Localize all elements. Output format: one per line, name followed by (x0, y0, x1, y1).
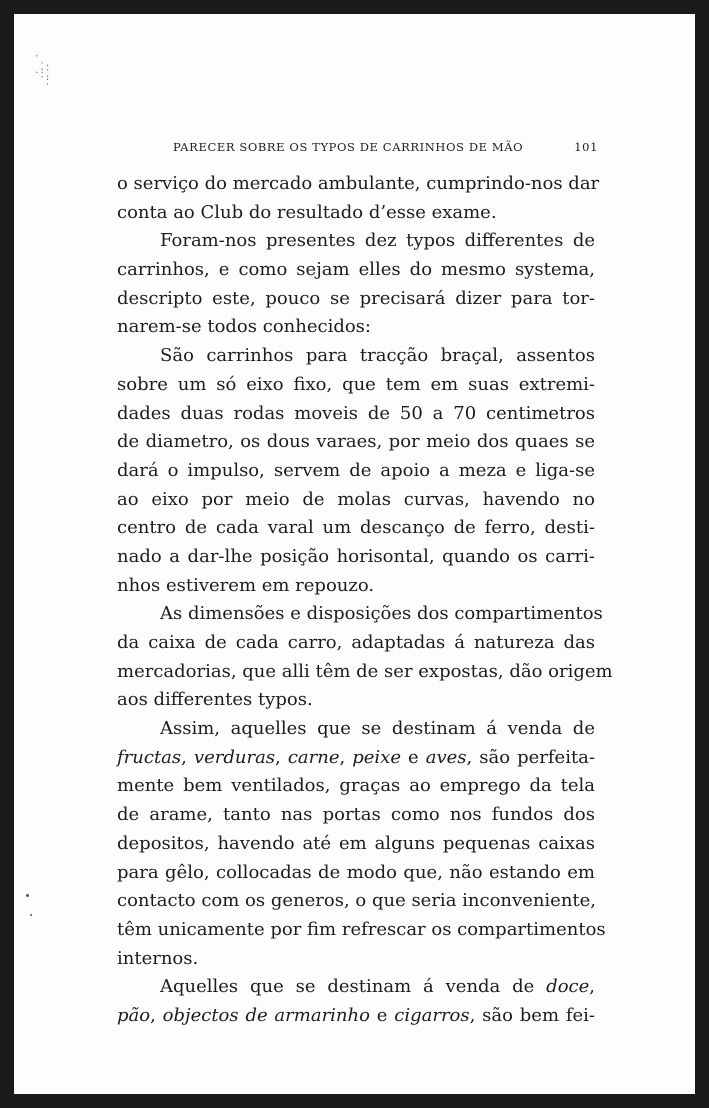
text-line (117, 945, 595, 974)
text-line (117, 572, 595, 601)
text-segment: e (401, 746, 426, 768)
text-line (117, 973, 595, 1002)
text-line (117, 313, 595, 342)
text-line (117, 285, 595, 314)
italic-text: cigarros (394, 1004, 470, 1026)
text-line (117, 887, 595, 916)
scan-speck (26, 894, 29, 897)
body-text (117, 170, 613, 1031)
text-segment: contacto com os generos, o que seria inconveniente, (117, 890, 597, 912)
text-segment: mente bem ventilados, graças ao emprego da tela (117, 775, 595, 797)
text-segment: nhos estiverem em repouzo. (117, 574, 375, 596)
running-header (158, 140, 598, 160)
page-number: 101 (574, 140, 598, 154)
italic-text: peixe (352, 746, 401, 768)
text-segment: , (275, 746, 288, 768)
text-segment: centro de cada varal um descanço de ferro, desti- (117, 517, 595, 539)
text-segment: aos differentes typos. (117, 689, 313, 711)
text-line (117, 457, 595, 486)
text-segment: , (150, 1004, 163, 1026)
text-segment: mercadorias, que alli têm de ser expostas, dão origem (117, 660, 613, 682)
text-segment: têm unicamente por fim refrescar os compartimentos (117, 918, 606, 940)
text-segment: o serviço do mercado ambulante, cumprindo-nos dar (117, 173, 600, 194)
text-line (117, 686, 595, 715)
text-line (117, 801, 595, 830)
text-line (117, 715, 595, 744)
text-segment: para gêlo, collocadas de modo que, não estando em (117, 861, 595, 883)
italic-text: verduras (193, 746, 276, 768)
text-line (117, 342, 595, 371)
italic-text: fructas (117, 746, 182, 768)
text-line (117, 658, 613, 687)
text-segment: ao eixo por meio de molas curvas, havendo no (117, 488, 595, 510)
text-line (117, 371, 595, 400)
text-segment: descripto este, pouco se precisará dizer para tor- (117, 287, 595, 309)
text-segment: , (339, 746, 353, 768)
text-segment: nado a dar-lhe posição horisontal, quando os carri- (117, 545, 595, 567)
text-segment: , são bem fei- (469, 1004, 595, 1026)
text-segment: Assim, aquelles que se destinam á venda de (160, 718, 595, 740)
text-segment: Aquelles que se destinam á venda de (160, 976, 547, 998)
text-line (117, 600, 603, 629)
running-title: PARECER SOBRE OS TYPOS DE CARRINHOS DE MÃO (173, 140, 524, 154)
text-segment: de arame, tanto nas portas como nos fundos dos (117, 804, 595, 826)
text-line (117, 1002, 595, 1031)
text-line (117, 629, 595, 658)
text-segment: e (369, 1004, 395, 1026)
text-segment: da caixa de cada carro, adaptadas á natureza das (117, 632, 595, 653)
text-line (117, 256, 595, 285)
text-line (117, 428, 595, 457)
text-segment: narem-se todos conhecidos: (117, 316, 371, 338)
text-line (117, 772, 595, 801)
text-line (117, 486, 595, 515)
text-segment: dará o impulso, servem de apoio a meza e liga-se (117, 459, 595, 481)
text-segment: Foram-nos presentes dez typos differentes de (160, 230, 595, 252)
text-line (117, 400, 595, 429)
text-segment: internos. (117, 947, 199, 969)
italic-text: aves (425, 746, 467, 768)
text-segment: , (589, 976, 595, 998)
text-segment: de diametro, os dous varaes, por meio dos quaes se (117, 431, 595, 453)
text-line (117, 514, 595, 543)
text-line (117, 170, 600, 199)
text-segment: São carrinhos para tracção braçal, assentos (160, 345, 595, 367)
text-line (117, 830, 595, 859)
italic-text: objectos de armarinho (162, 1004, 370, 1026)
text-segment: conta ao Club do resultado d’esse exame. (117, 201, 497, 223)
text-segment: dades duas rodas moveis de 50 a 70 centimetros (117, 402, 595, 424)
scan-speck (30, 914, 32, 916)
italic-text: doce (546, 976, 590, 998)
text-segment: , são perfeita- (466, 746, 595, 768)
italic-text: pão (117, 1004, 151, 1026)
text-line (117, 227, 595, 256)
scan-specks: · ·. .:· ·: · (34, 52, 51, 90)
text-line (117, 859, 595, 888)
text-segment: As dimensões e disposições dos compartimentos (160, 603, 603, 625)
text-line (117, 199, 595, 228)
text-line (117, 916, 606, 945)
text-segment: carrinhos, e como sejam elles do mesmo systema, (117, 259, 595, 281)
text-line (117, 543, 595, 572)
text-line (117, 744, 595, 773)
text-segment: depositos, havendo até em alguns pequenas caixas (117, 832, 595, 854)
text-segment: sobre um só eixo fixo, que tem em suas extremi- (117, 373, 595, 395)
italic-text: carne (287, 746, 340, 768)
text-segment: , (181, 746, 194, 768)
